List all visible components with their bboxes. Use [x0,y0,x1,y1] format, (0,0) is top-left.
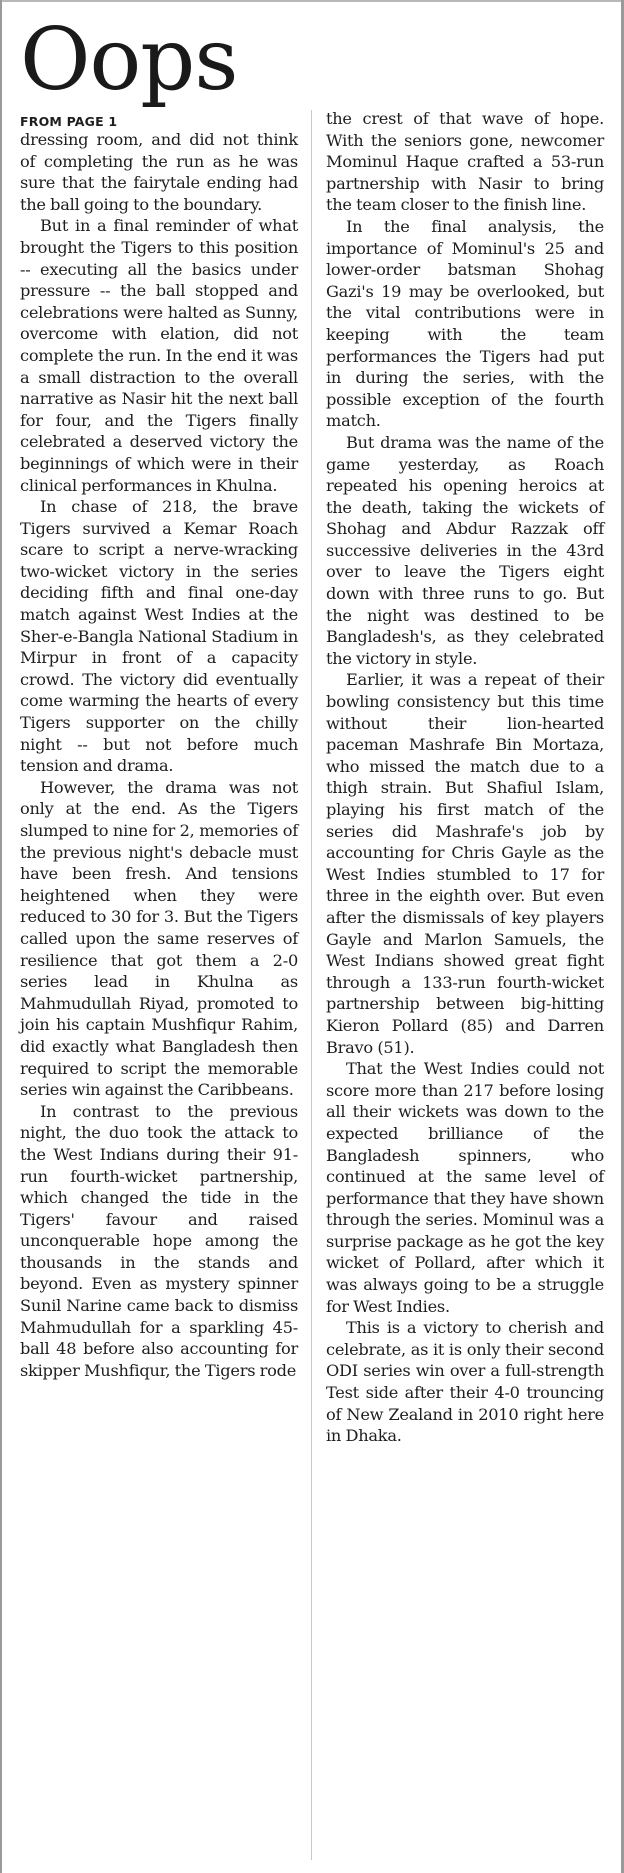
paragraph: This is a victory to cherish and celebrate, as it is only their second ODI series win over a full-strength Test side after their 4-0 trouncing of New Zealand in 2010 right here in Dhaka. [326,1318,604,1446]
paragraph: That the West Indies could not score more than 217 before losing all their wickets was down to the expected brilliance of the Bangladesh spinners, who continued at the same level of performance that they have shown through the series. Mominul was a surprise package as he got the key wicket of Pollard, after which it was always going to be a struggle for West Indies. [326,1059,604,1316]
paragraph: In the final analysis, the importance of Mominul's 25 and lower-order batsman Shohag Gazi's 19 may be overlooked, but the vital contributions were in keeping with the team performances the Tigers had put in during the series, with the possible exception of the fourth match. [326,216,604,431]
column-divider [311,110,312,1860]
continuation-kicker: FROM PAGE 1 [20,114,118,129]
paragraph: Earlier, it was a repeat of their bowling consistency but this time without their lion-hearted paceman Mashrafe Bin Mortaza, who missed the match due to a thigh strain. But Shafiul Islam, playing his first match of the series did Mashrafe's job by accounting for Chris Gayle as the West Indies stumbled to 17 for three in the eighth over. But even after the dismissals of key players Gayle and Marlon Samuels, the West Indians showed great fight through a 133-run fourth-wicket partnership between big-hitting Kieron Pollard (85) and Darren Bravo (51). [326,670,604,1057]
paragraph: But in a final reminder of what brought the Tigers to this position -- executing all the basics under pressure -- the ball stopped and celebrations were halted as Sunny, overcome with elation, did not complete the run. In the end it was a small distraction to the overall narrative as Nasir hit the next ball for four, and the Tigers finally celebrated a deserved victory the beginnings of which were in their clinical performances in Khulna. [20,216,298,495]
paragraph: dressing room, and did not think of completing the run as he was sure that the fairytale ending had the ball going to the boundary. [20,130,298,214]
headline: Oops [20,10,238,110]
paragraph: But drama was the name of the game yesterday, as Roach repeated his opening heroics at the death, taking the wickets of Shohag and Abdur Razzak off successive deliveries in the 43rd over to leave the Tigers eight down with three runs to go. But the night was destined to be Bangladesh's, as they celebrated the victory in style. [326,432,604,668]
article-column-2 [326,108,604,1447]
paragraph: However, the drama was not only at the end. As the Tigers slumped to nine for 2, memories of the previous night's debacle must have been fresh. And tensions heightened when they were reduced to 30 for 3. But the Tigers called upon the same reserves of resilience that got them a 2-0 series lead in Khulna as Mahmudullah Riyad, promoted to join his captain Mushfiqur Rahim, did exactly what Bangladesh then required to script the memorable series win against the Caribbeans. [20,777,298,1100]
paragraph: the crest of that wave of hope. With the seniors gone, newcomer Mominul Haque crafted a 53-run partnership with Nasir to bring the team closer to the finish line. [326,109,604,215]
left-border-rule [0,0,2,1873]
article-column-1 [20,129,298,1381]
top-border-rule [0,0,624,2]
paragraph: In chase of 218, the brave Tigers survived a Kemar Roach scare to script a nerve-wracking two-wicket victory in the series deciding fifth and final one-day match against West Indies at the Sher-e-Bangla National Stadium in Mirpur in front of a capacity crowd. The victory did eventually come warming the hearts of every Tigers supporter on the chilly night -- but not before much tension and drama. [20,497,298,776]
paragraph: In contrast to the previous night, the duo took the attack to the West Indians during their 91-run fourth-wicket partnership, which changed the tide in the Tigers' favour and raised unconquerable hope among the thousands in the stands and beyond. Even as mystery spinner Sunil Narine came back to dismiss Mahmudullah for a sparkling 45-ball 48 before also accounting for skipper Mushfiqur, the Tigers rode [20,1101,298,1380]
